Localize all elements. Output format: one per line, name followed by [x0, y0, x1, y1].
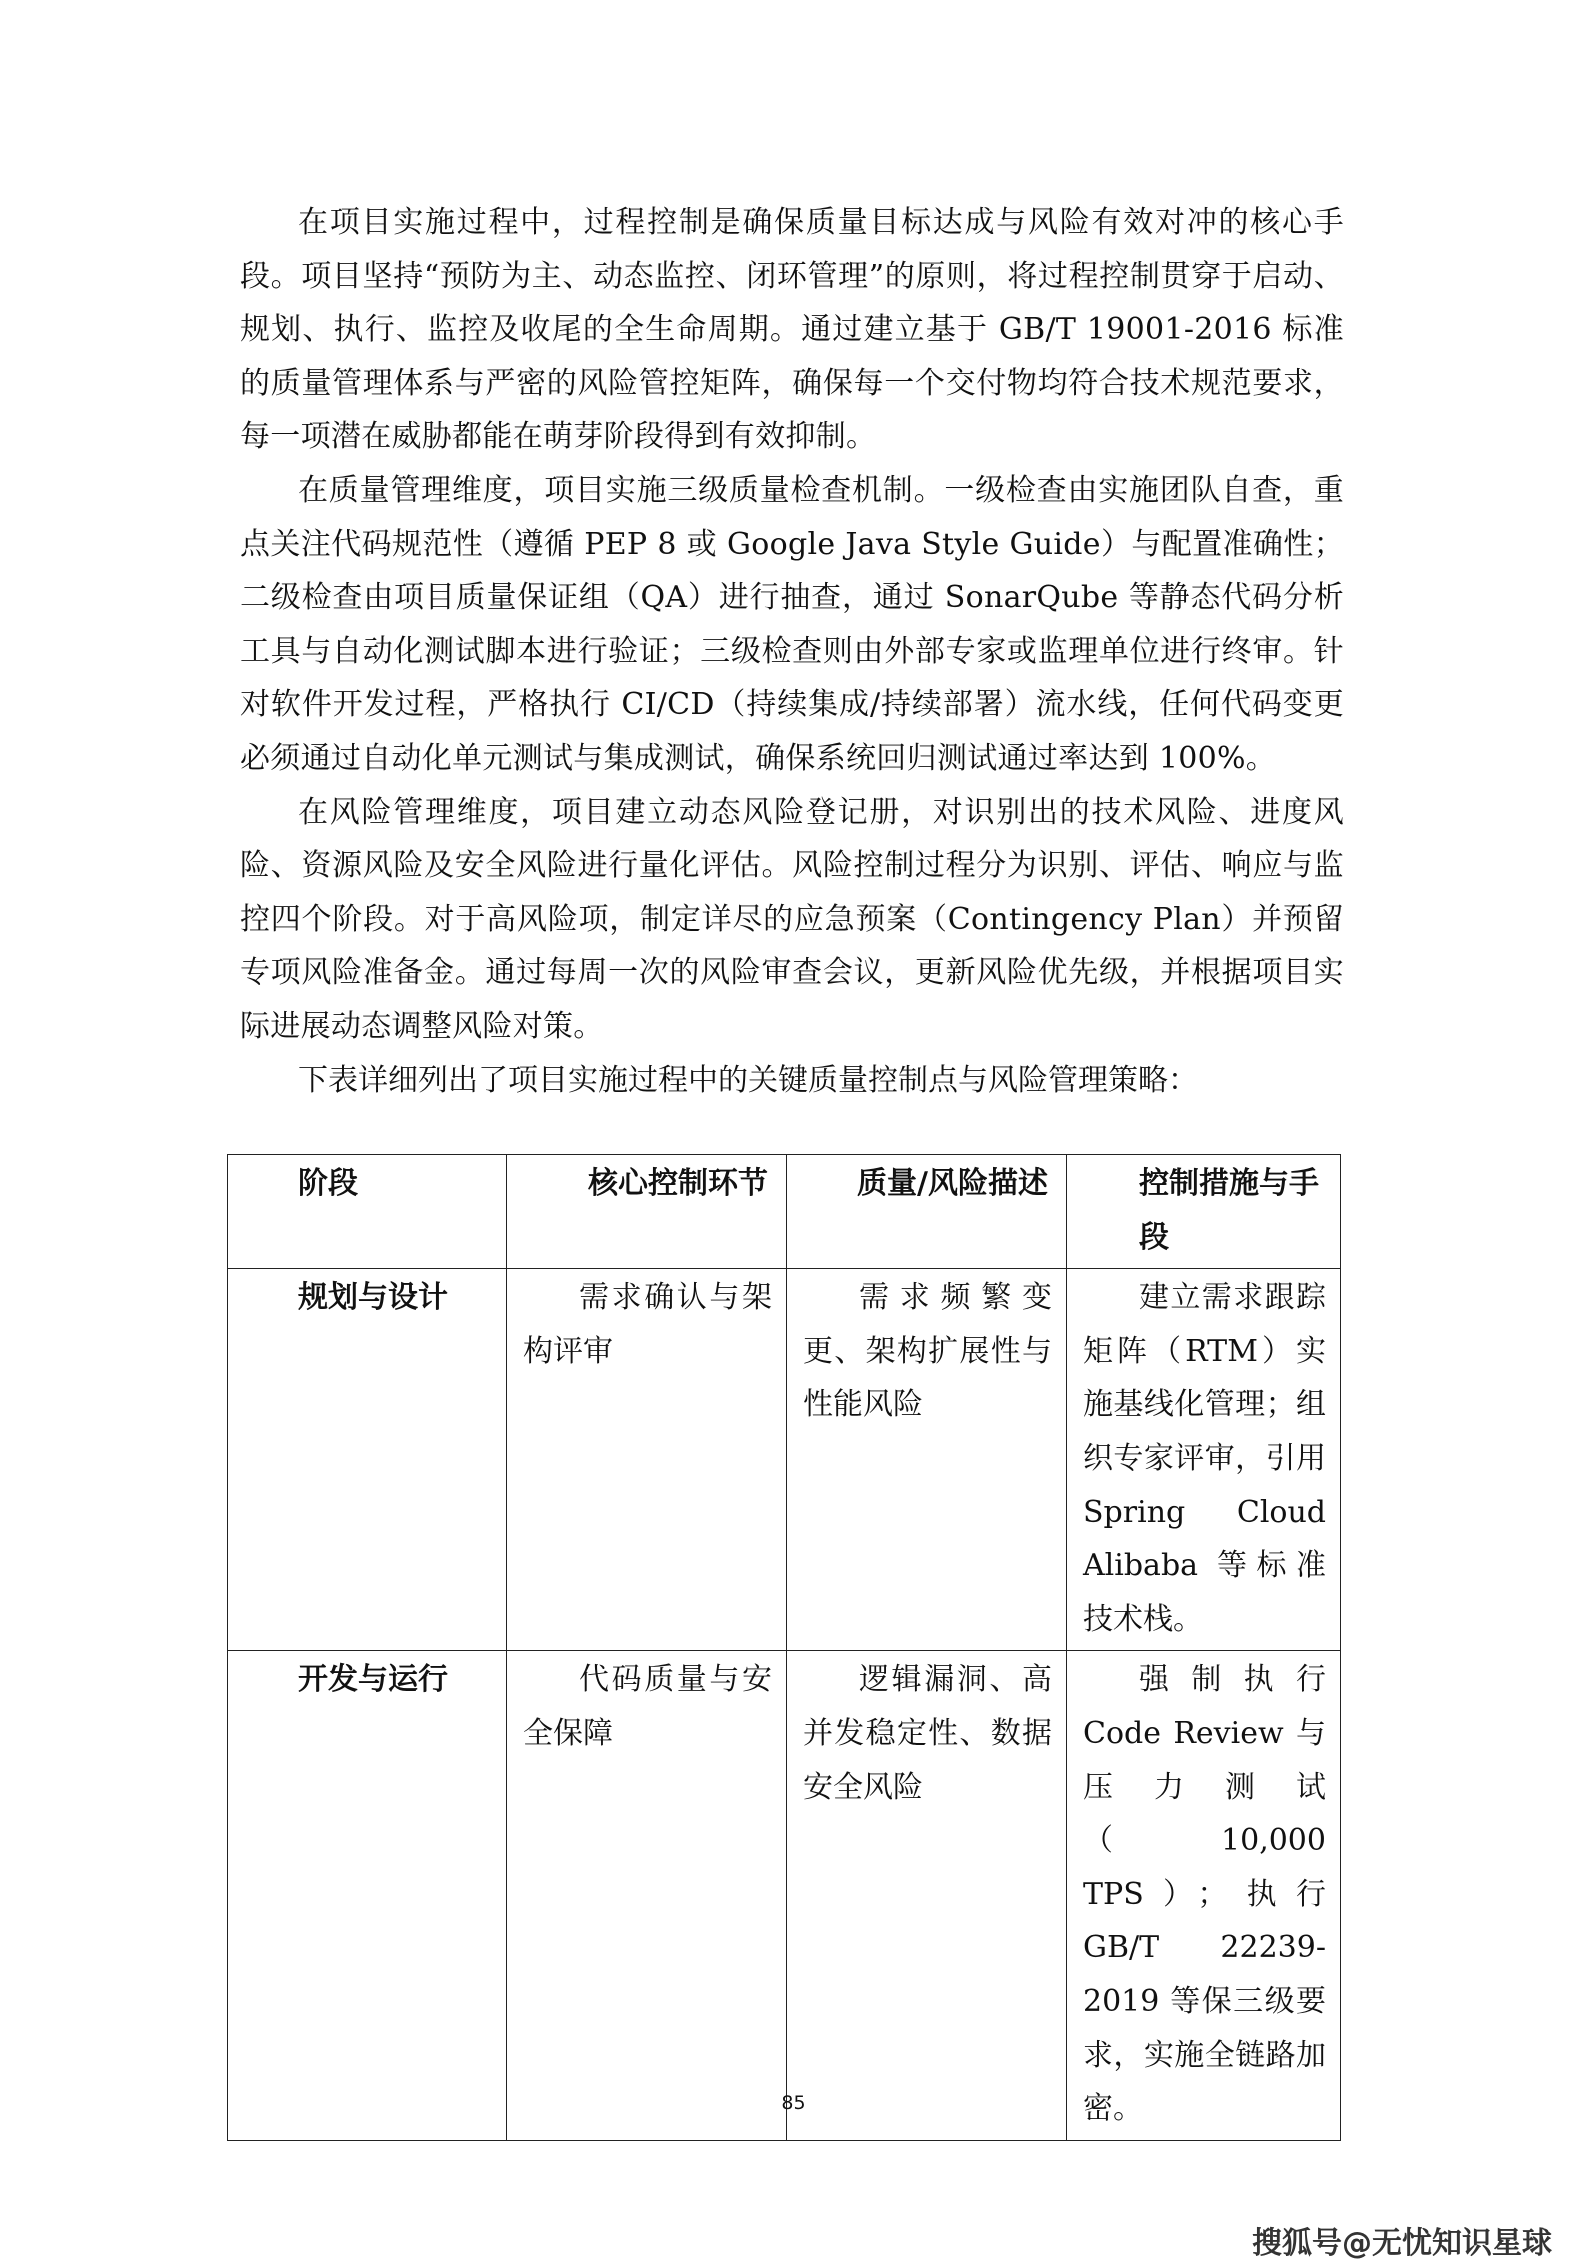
cell-control-point: 需求确认与架构评审	[507, 1269, 787, 1651]
table-row	[228, 1269, 1341, 1651]
table-row	[228, 1651, 1341, 2140]
cell-phase: 规划与设计	[228, 1269, 507, 1651]
cell-control-measures: 强制执行 Code Review 与压力测试（10,000 TPS）；执行 GB/T 22239-2019 等保三级要求，实施全链路加密。	[1067, 1651, 1341, 2140]
cell-risk-description: 需求频繁变更、架构扩展性与性能风险	[787, 1269, 1067, 1651]
table-header-row	[228, 1155, 1341, 1269]
cell-control-point: 代码质量与安全保障	[507, 1651, 787, 2140]
paragraph-process-control: 在项目实施过程中，过程控制是确保质量目标达成与风险有效对冲的核心手段。项目坚持“预防为主、动态监控、闭环管理”的原则，将过程控制贯穿于启动、规划、执行、监控及收尾的全生命周期。通过建立基于 GB/T 19001-2016 标准的质量管理体系与严密的风险管控矩阵，确保每一个交付物均符合技术规范要求，每一项潜在威胁都能在萌芽阶段得到有效抑制。	[240, 205, 1344, 455]
header-control-point: 核心控制环节	[507, 1155, 787, 1269]
cell-phase: 开发与运行	[228, 1651, 507, 2140]
cell-risk-description: 逻辑漏洞、高并发稳定性、数据安全风险	[787, 1651, 1067, 2140]
quality-risk-table	[227, 1154, 1341, 2141]
header-risk-description: 质量/风险描述	[787, 1155, 1067, 1269]
header-control-measures: 控制措施与手段	[1067, 1155, 1341, 1269]
document-body	[240, 196, 1344, 1107]
watermark: 搜狐号@无忧知识星球	[1252, 2226, 1552, 2261]
header-phase: 阶段	[228, 1155, 507, 1269]
paragraph-quality-management: 在质量管理维度，项目实施三级质量检查机制。一级检查由实施团队自查，重点关注代码规范性（遵循 PEP 8 或 Google Java Style Guide）与配置准确性；二级检查由项目质量保证组（QA）进行抽查，通过 SonarQube 等静态代码分析工具与自动化测试脚本进行验证；三级检查则由外部专家或监理单位进行终审。针对软件开发过程，严格执行 CI/CD（持续集成/持续部署）流水线，任何代码变更必须通过自动化单元测试与集成测试，确保系统回归测试通过率达到 100%。	[240, 472, 1344, 776]
paragraph-risk-management: 在风险管理维度，项目建立动态风险登记册，对识别出的技术风险、进度风险、资源风险及安全风险进行量化评估。风险控制过程分为识别、评估、响应与监控四个阶段。对于高风险项，制定详尽的应急预案（Contingency Plan）并预留专项风险准备金。通过每周一次的风险审查会议，更新风险优先级，并根据项目实际进展动态调整风险对策。	[240, 794, 1344, 1044]
cell-control-measures: 建立需求跟踪矩阵（RTM）实施基线化管理；组织专家评审，引用 Spring Cloud Alibaba 等标准技术栈。	[1067, 1269, 1341, 1651]
page-number: 85	[781, 2092, 806, 2114]
table-intro: 下表详细列出了项目实施过程中的关键质量控制点与风险管理策略：	[298, 1062, 1198, 1098]
